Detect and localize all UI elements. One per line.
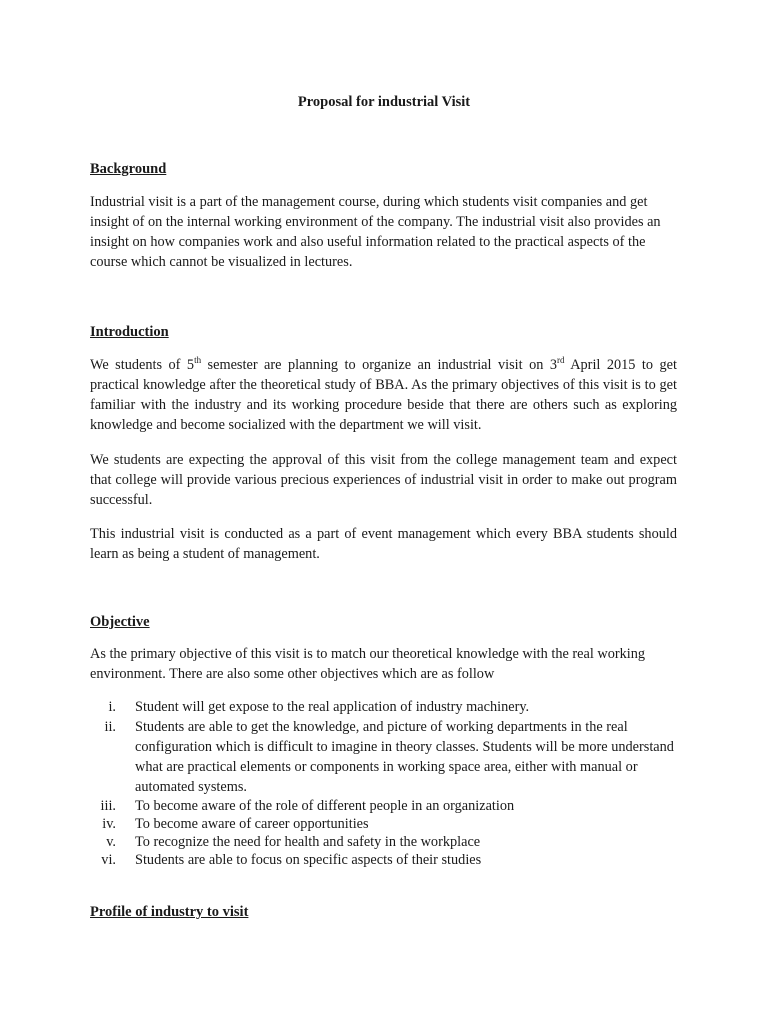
list-item: vi. Students are able to focus on specific aspects of their studies (101, 852, 482, 868)
document-title: Proposal for industrial Visit (297, 94, 471, 110)
introduction-paragraph-1: We students of 5th semester are planning to organize an industrial visit on 3rd April 2015 to get practical knowledge after the theoretical study of BBA. As the primary objectives of this visit is to get familiar with the industry and its working procedure beside that there are others such as exploring knowledge and become socialized with the department we will visit. (90, 355, 677, 433)
objective-heading: Objective (90, 614, 150, 630)
list-item: i. Student will get expose to the real application of industry machinery. (108, 699, 530, 715)
profile-heading: Profile of industry to visit (90, 904, 249, 920)
list-item: v. To recognize the need for health and safety in the workplace (106, 834, 481, 850)
introduction-paragraph-3: This industrial visit is conducted as a part of event management which every BBA students should learn as being a student of management. (90, 526, 677, 562)
list-item: ii. Students are able to get the knowledge, and picture of working departments in the real configuration which is difficult to imagine in theory classes. Students will be more understand what are practical elements or components in working space area, either with manual or automated systems. (104, 719, 674, 795)
background-heading: Background (90, 161, 167, 177)
introduction-paragraph-2: We students are expecting the approval of this visit from the college management team and expect that college will provide various precious experiences of industrial visit in order to make out program successful. (90, 452, 677, 508)
objective-intro: As the primary objective of this visit is to match our theoretical knowledge with the real working environment. There are also some other objectives which are as follow (90, 646, 646, 682)
list-item: iii. To become aware of the role of different people in an organization (100, 798, 515, 814)
objective-list (90, 697, 690, 869)
introduction-heading: Introduction (90, 324, 169, 340)
list-item: iv. To become aware of career opportunities (102, 816, 369, 832)
background-paragraph: Industrial visit is a part of the management course, during which students visit companies and get insight of on the internal working environment of the company. The industrial visit also provides an insight on how companies work and also useful information related to the practical aspects of the course which cannot be visualized in lectures. (90, 194, 661, 270)
